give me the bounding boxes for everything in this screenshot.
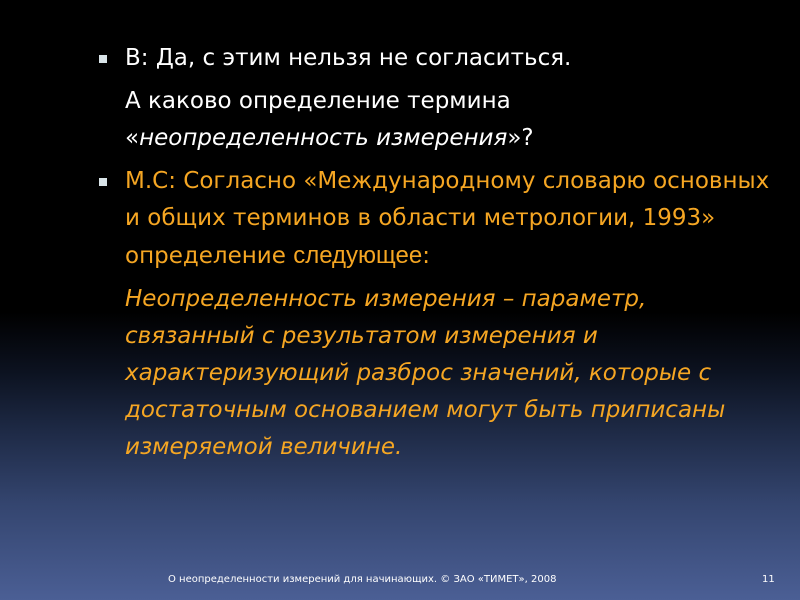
question-paragraph-2 <box>95 83 775 157</box>
square-bullet-icon <box>99 55 107 63</box>
question-1-text: В: Да, с этим нельзя не согласиться. <box>125 45 572 71</box>
slide-content <box>95 40 775 472</box>
question-2-line-1: А каково определение термина <box>125 88 511 114</box>
definition-paragraph <box>95 281 775 466</box>
question-2-term: неопределенность измерения <box>139 125 508 151</box>
answer-text: М.С: Согласно «Международному словарю основных и общих терминов в области метрологии, 1993» определение <box>125 168 770 269</box>
answer-emphasis-word: следующее <box>293 242 423 269</box>
definition-text: Неопределенность измерения – параметр, связанный с результатом измерения и характеризующий разброс значений, которые с достаточным основанием могут быть приписаны измеряемой величине. <box>125 286 726 460</box>
question-2-close-quote: »? <box>507 125 534 151</box>
slide-page-number: 11 <box>762 574 775 585</box>
question-paragraph-1 <box>95 40 775 77</box>
answer-paragraph <box>95 163 775 275</box>
slide-footer: О неопределенности измерений для начинающих. © ЗАО «ТИМЕТ», 2008 <box>168 574 557 585</box>
question-2-open-quote: « <box>125 125 140 151</box>
answer-colon: : <box>422 243 430 269</box>
square-bullet-icon <box>99 178 107 186</box>
